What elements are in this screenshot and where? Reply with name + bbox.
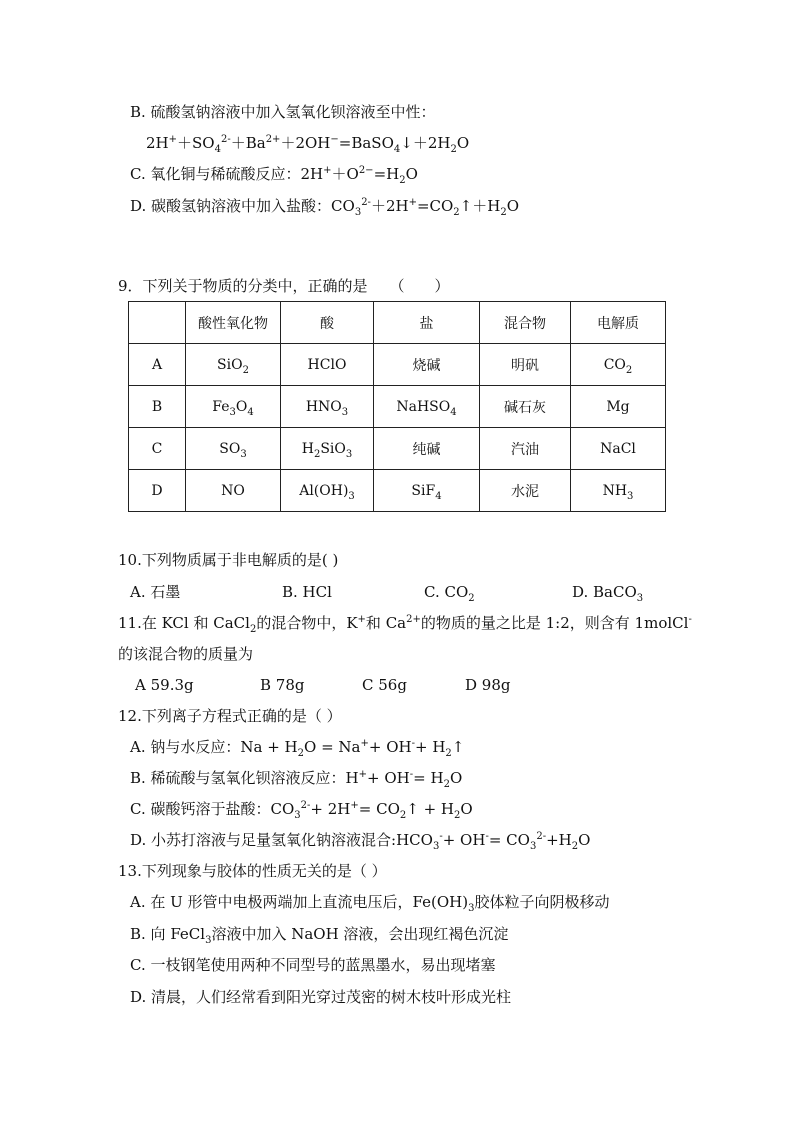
- q10-option-d: D. BaCO$_3$: [572, 583, 644, 604]
- row-label: C: [129, 428, 186, 470]
- q10-option-b: B. HCl: [282, 583, 332, 601]
- table-cell: 纯碱: [374, 428, 480, 470]
- q12-option-b: B. 稀硫酸与氢氧化钡溶液反应：$H^++ OH^-= H_2O$: [130, 769, 463, 790]
- q11-stem: 11.在 KCl 和 CaCl$_2$的混合物中，K+和 $Ca^{2+}$的物质的量之比是 1:2，则含有 1molCl-: [118, 614, 692, 635]
- row-label: B: [129, 386, 186, 428]
- table-cell: HClO: [281, 344, 374, 386]
- table-header-cell: 混合物: [480, 302, 571, 344]
- table-cell: 汽油: [480, 428, 571, 470]
- q11-option-b: B 78g: [260, 676, 305, 694]
- q11-option-d: D 98g: [465, 676, 511, 694]
- q8-option-b: B. 硫酸氢钠溶液中加入氢氧化钡溶液至中性：: [130, 103, 436, 121]
- table-cell: Mg: [571, 386, 666, 428]
- table-cell: 明矾: [480, 344, 571, 386]
- table-cell: $HNO_3$: [281, 386, 374, 428]
- q13-option-d: D. 清晨，人们经常看到阳光穿过茂密的树木枝叶形成光柱: [130, 988, 512, 1006]
- q13-option-b: B. 向 FeCl$_3$溶液中加入 NaOH 溶液，会出现红褐色沉淀: [130, 925, 509, 946]
- table-header-cell: 电解质: [571, 302, 666, 344]
- q12-stem: 12.下列离子方程式正确的是（ ）: [118, 707, 342, 725]
- q12-option-d: D. 小苏打溶液与足量氢氧化钠溶液混合$:HCO_3^-+ OH^-= CO_3^{2-}+H_2O$: [130, 831, 591, 852]
- table-header-cell: 盐: [374, 302, 480, 344]
- table-cell: SiF$_4$: [374, 470, 480, 512]
- table-cell: $SO_3$: [186, 428, 281, 470]
- table-cell: NaHSO$_4$: [374, 386, 480, 428]
- table-cell: NO: [186, 470, 281, 512]
- table-row: [129, 386, 666, 428]
- table-cell: 水泥: [480, 470, 571, 512]
- table-cell: 碱石灰: [480, 386, 571, 428]
- row-label: A: [129, 344, 186, 386]
- table-cell: $CO_2$: [571, 344, 666, 386]
- q8-option-d: D. 碳酸氢钠溶液中加入盐酸：$CO_3^{2-}+2H^+=CO_2↑+H_2O$: [130, 197, 520, 218]
- table-header-cell: [129, 302, 186, 344]
- q12-option-c: C. 碳酸钙溶于盐酸：$CO_3^{2-}+ 2H^+=$ $CO_2↑ + H_2O$: [130, 800, 473, 821]
- q13-option-a: A. 在 U 形管中电极两端加上直流电压后，$Fe(OH)_3$胶体粒子向阴极移动: [130, 893, 610, 914]
- q13-stem: 13.下列现象与胶体的性质无关的是（ ）: [118, 862, 387, 880]
- table-row: [129, 470, 666, 512]
- q10-stem: 10.下列物质属于非电解质的是( ): [118, 551, 339, 569]
- table-cell: $H_2SiO_3$: [281, 428, 374, 470]
- table-cell: $Fe_3O_4$: [186, 386, 281, 428]
- q8-option-b-equation: $2H^++SO_4^{2-}+Ba^{2+}+2OH^-=BaSO_4↓+2H_2O$: [146, 134, 470, 155]
- q10-option-a: A. 石墨: [130, 583, 181, 601]
- table-header-cell: 酸性氧化物: [186, 302, 281, 344]
- classification-table: [128, 301, 666, 512]
- table-cell: $NH_3$: [571, 470, 666, 512]
- table-header-cell: 酸: [281, 302, 374, 344]
- q13-option-c: C. 一枝钢笔使用两种不同型号的蓝黑墨水，易出现堵塞: [130, 956, 496, 974]
- q8-option-c: C. 氧化铜与稀硫酸反应：$2H^++O^{2-}=H_2O$: [130, 165, 418, 186]
- q9-stem: 9．下列关于物质的分类中，正确的是 （ ）: [118, 277, 450, 295]
- table-cell: SiO$_2$: [186, 344, 281, 386]
- q11-stem-line2: 的该混合物的质量为: [118, 645, 254, 663]
- table-header-row: [129, 302, 666, 344]
- table-cell: $Al(OH)_3$: [281, 470, 374, 512]
- table-cell: NaCl: [571, 428, 666, 470]
- row-label: D: [129, 470, 186, 512]
- q12-option-a: A. 钠与水反应：$Na + H_2O = Na^++ OH^-+$ $H_2↑$: [130, 738, 465, 759]
- q11-option-c: C 56g: [362, 676, 407, 694]
- table-row: [129, 428, 666, 470]
- table-row: [129, 344, 666, 386]
- q10-option-c: C. $CO_2$: [424, 583, 475, 604]
- table-cell: 烧碱: [374, 344, 480, 386]
- q11-option-a: A 59.3g: [135, 676, 194, 694]
